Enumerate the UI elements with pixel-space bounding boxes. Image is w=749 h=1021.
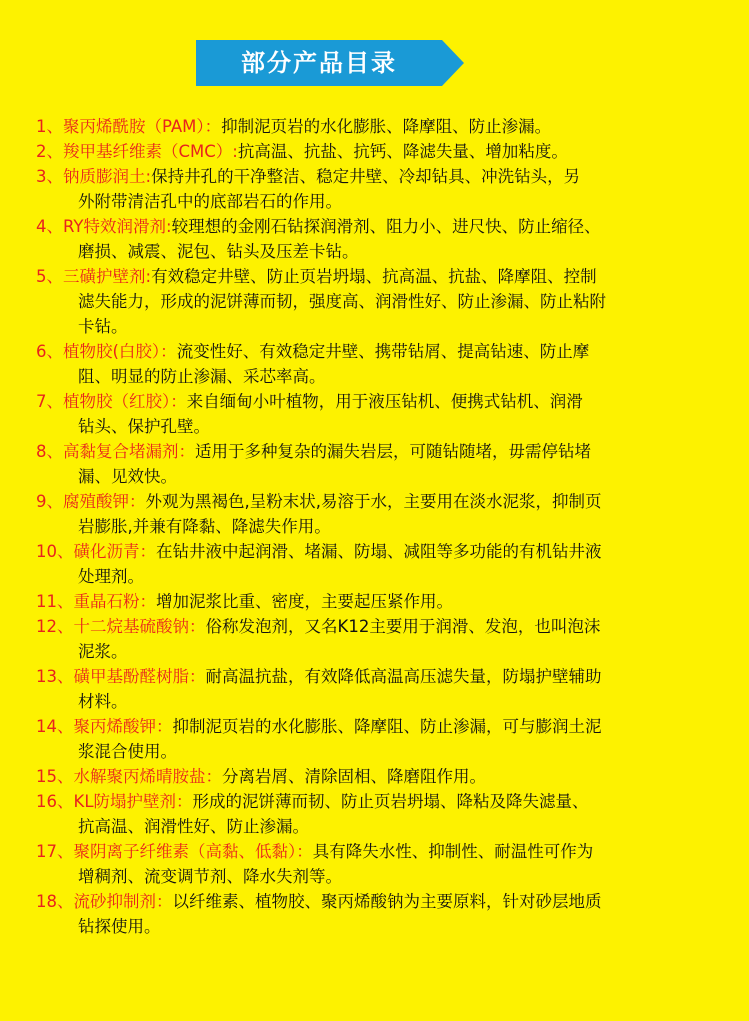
product-description-continued: 浆混合使用。	[78, 742, 177, 761]
product-list	[36, 114, 726, 939]
item-number: 17、	[36, 842, 74, 861]
item-first-line	[36, 842, 593, 861]
item-number: 15、	[36, 767, 74, 786]
product-name: 三磺护壁剂:	[63, 267, 152, 286]
product-description-continued: 漏、见效快。	[78, 467, 177, 486]
item-number: 7、	[36, 392, 63, 411]
list-item	[36, 889, 726, 939]
product-description: 具有降失水性、抑制性、耐温性可作为	[312, 842, 594, 861]
list-item	[36, 114, 726, 139]
item-first-line	[36, 342, 589, 361]
product-name: 重晶石粉：	[73, 592, 156, 611]
item-number: 14、	[36, 717, 74, 736]
product-description: 以纤维素、植物胶、聚丙烯酸钠为主要原料，针对砂层地质	[172, 892, 602, 911]
item-number: 3、	[36, 167, 63, 186]
list-item	[36, 139, 726, 164]
item-first-line	[36, 217, 601, 236]
product-description-continued: 磨损、减震、泥包、钻头及压差卡钻。	[78, 242, 359, 261]
catalog-title-banner	[196, 40, 466, 86]
product-name: 流砂抑制剂：	[73, 892, 173, 911]
item-first-line	[36, 717, 602, 736]
list-item	[36, 339, 726, 389]
product-description: 抑制泥页岩的水化膨胀、降摩阻、防止渗漏。	[221, 117, 552, 136]
list-item	[36, 764, 726, 789]
product-description-continued: 增稠剂、流变调节剂、降水失剂等。	[78, 867, 342, 886]
product-description: 保持井孔的干净整洁、稳定井壁、冷却钻具、冲洗钻头，另	[151, 167, 581, 186]
item-first-line	[36, 167, 580, 186]
item-number: 9、	[36, 492, 63, 511]
list-item	[36, 664, 726, 714]
product-description-continued: 材料。	[78, 692, 128, 711]
item-first-line	[36, 892, 602, 911]
item-number: 5、	[36, 267, 63, 286]
item-first-line	[36, 592, 453, 611]
product-name: RY特效润滑剂:	[63, 217, 172, 236]
product-description: 形成的泥饼薄而韧、防止页岩坍塌、降粘及降失滤量、	[192, 792, 589, 811]
item-first-line	[36, 117, 551, 136]
product-description: 耐高温抗盐，有效降低高温高压滤失量，防塌护壁辅助	[205, 667, 602, 686]
item-first-line	[36, 542, 602, 561]
product-name: 羧甲基纤维素（CMC）:	[63, 142, 238, 161]
product-description: 外观为黑褐色,呈粉末状,易溶于水，主要用在淡水泥浆，抑制页	[145, 492, 602, 511]
item-first-line	[36, 492, 602, 511]
product-description-continued: 抗高温、润滑性好、防止渗漏。	[78, 817, 309, 836]
item-number: 10、	[36, 542, 74, 561]
item-first-line	[36, 667, 602, 686]
list-item	[36, 164, 726, 214]
product-name: 磺甲基酚醛树脂：	[73, 667, 206, 686]
list-item	[36, 839, 726, 889]
product-name: 磺化沥青：	[73, 542, 156, 561]
product-name: 十二烷基硫酸钠：	[73, 617, 206, 636]
product-name: KL防塌护壁剂：	[73, 792, 193, 811]
product-description: 增加泥浆比重、密度，主要起压紧作用。	[156, 592, 453, 611]
product-description-continued: 处理剂。	[78, 567, 144, 586]
product-description: 来自缅甸小叶植物，用于液压钻机、便携式钻机、润滑	[186, 392, 583, 411]
list-item	[36, 489, 726, 539]
page-title: 部分产品目录	[241, 49, 397, 77]
item-first-line	[36, 267, 597, 286]
product-name: 钠质膨润土:	[63, 167, 152, 186]
item-first-line	[36, 142, 568, 161]
product-name: 聚丙烯酰胺（PAM）：	[63, 117, 222, 136]
product-description-continued: 外附带清洁孔中的底部岩石的作用。	[78, 192, 342, 211]
list-item	[36, 264, 726, 339]
product-description-continued: 钻头、保护孔壁。	[78, 417, 210, 436]
product-description: 较理想的金刚石钻探润滑剂、阻力小、进尺快、防止缩径、	[171, 217, 601, 236]
item-number: 2、	[36, 142, 63, 161]
item-number: 11、	[36, 592, 74, 611]
product-description-continued: 滤失能力，形成的泥饼薄而韧，强度高、润滑性好、防止渗漏、防止粘附	[78, 292, 606, 311]
item-number: 16、	[36, 792, 74, 811]
list-item	[36, 389, 726, 439]
product-description: 抑制泥页岩的水化膨胀、降摩阻、防止渗漏，可与膨润土泥	[172, 717, 602, 736]
product-name: 腐殖酸钾：	[63, 492, 146, 511]
product-name: 水解聚丙烯晴胺盐：	[73, 767, 222, 786]
product-description: 俗称发泡剂，又名K12主要用于润滑、发泡，也叫泡沫	[205, 617, 601, 636]
product-description-continued: 卡钻。	[78, 317, 128, 336]
list-item	[36, 439, 726, 489]
product-description-continued: 泥浆。	[78, 642, 128, 661]
list-item	[36, 714, 726, 764]
item-first-line	[36, 767, 486, 786]
list-item	[36, 214, 726, 264]
list-item	[36, 614, 726, 664]
item-number: 12、	[36, 617, 74, 636]
item-number: 4、	[36, 217, 63, 236]
item-number: 18、	[36, 892, 74, 911]
item-first-line	[36, 442, 591, 461]
product-description: 有效稳定井壁、防止页岩坍塌、抗高温、抗盐、降摩阻、控制	[151, 267, 597, 286]
list-item	[36, 539, 726, 589]
product-name: 植物胶(白胶）：	[63, 342, 177, 361]
product-name: 聚丙烯酸钾：	[73, 717, 173, 736]
item-first-line	[36, 792, 589, 811]
product-description: 流变性好、有效稳定井壁、携带钻屑、提高钻速、防止摩	[176, 342, 590, 361]
product-name: 聚阴离子纤维素（高黏、低黏）：	[73, 842, 313, 861]
product-description: 适用于多种复杂的漏失岩层，可随钻随堵，毋需停钻堵	[195, 442, 591, 461]
product-description: 抗高温、抗盐、抗钙、降滤失量、增加粘度。	[237, 142, 568, 161]
product-description: 分离岩屑、清除固相、降磨阻作用。	[222, 767, 486, 786]
product-description-continued: 阻、明显的防止渗漏、采芯率高。	[78, 367, 326, 386]
list-item	[36, 589, 726, 614]
item-number: 1、	[36, 117, 63, 136]
product-description-continued: 岩膨胀,并兼有降黏、降滤失作用。	[78, 517, 331, 536]
item-number: 6、	[36, 342, 63, 361]
item-number: 8、	[36, 442, 63, 461]
list-item	[36, 789, 726, 839]
product-description-continued: 钻探使用。	[78, 917, 161, 936]
item-number: 13、	[36, 667, 74, 686]
item-first-line	[36, 392, 583, 411]
product-description: 在钻井液中起润滑、堵漏、防塌、减阻等多功能的有机钻井液	[156, 542, 602, 561]
product-name: 植物胶（红胶）：	[63, 392, 187, 411]
product-name: 高黏复合堵漏剂：	[63, 442, 195, 461]
item-first-line	[36, 617, 600, 636]
